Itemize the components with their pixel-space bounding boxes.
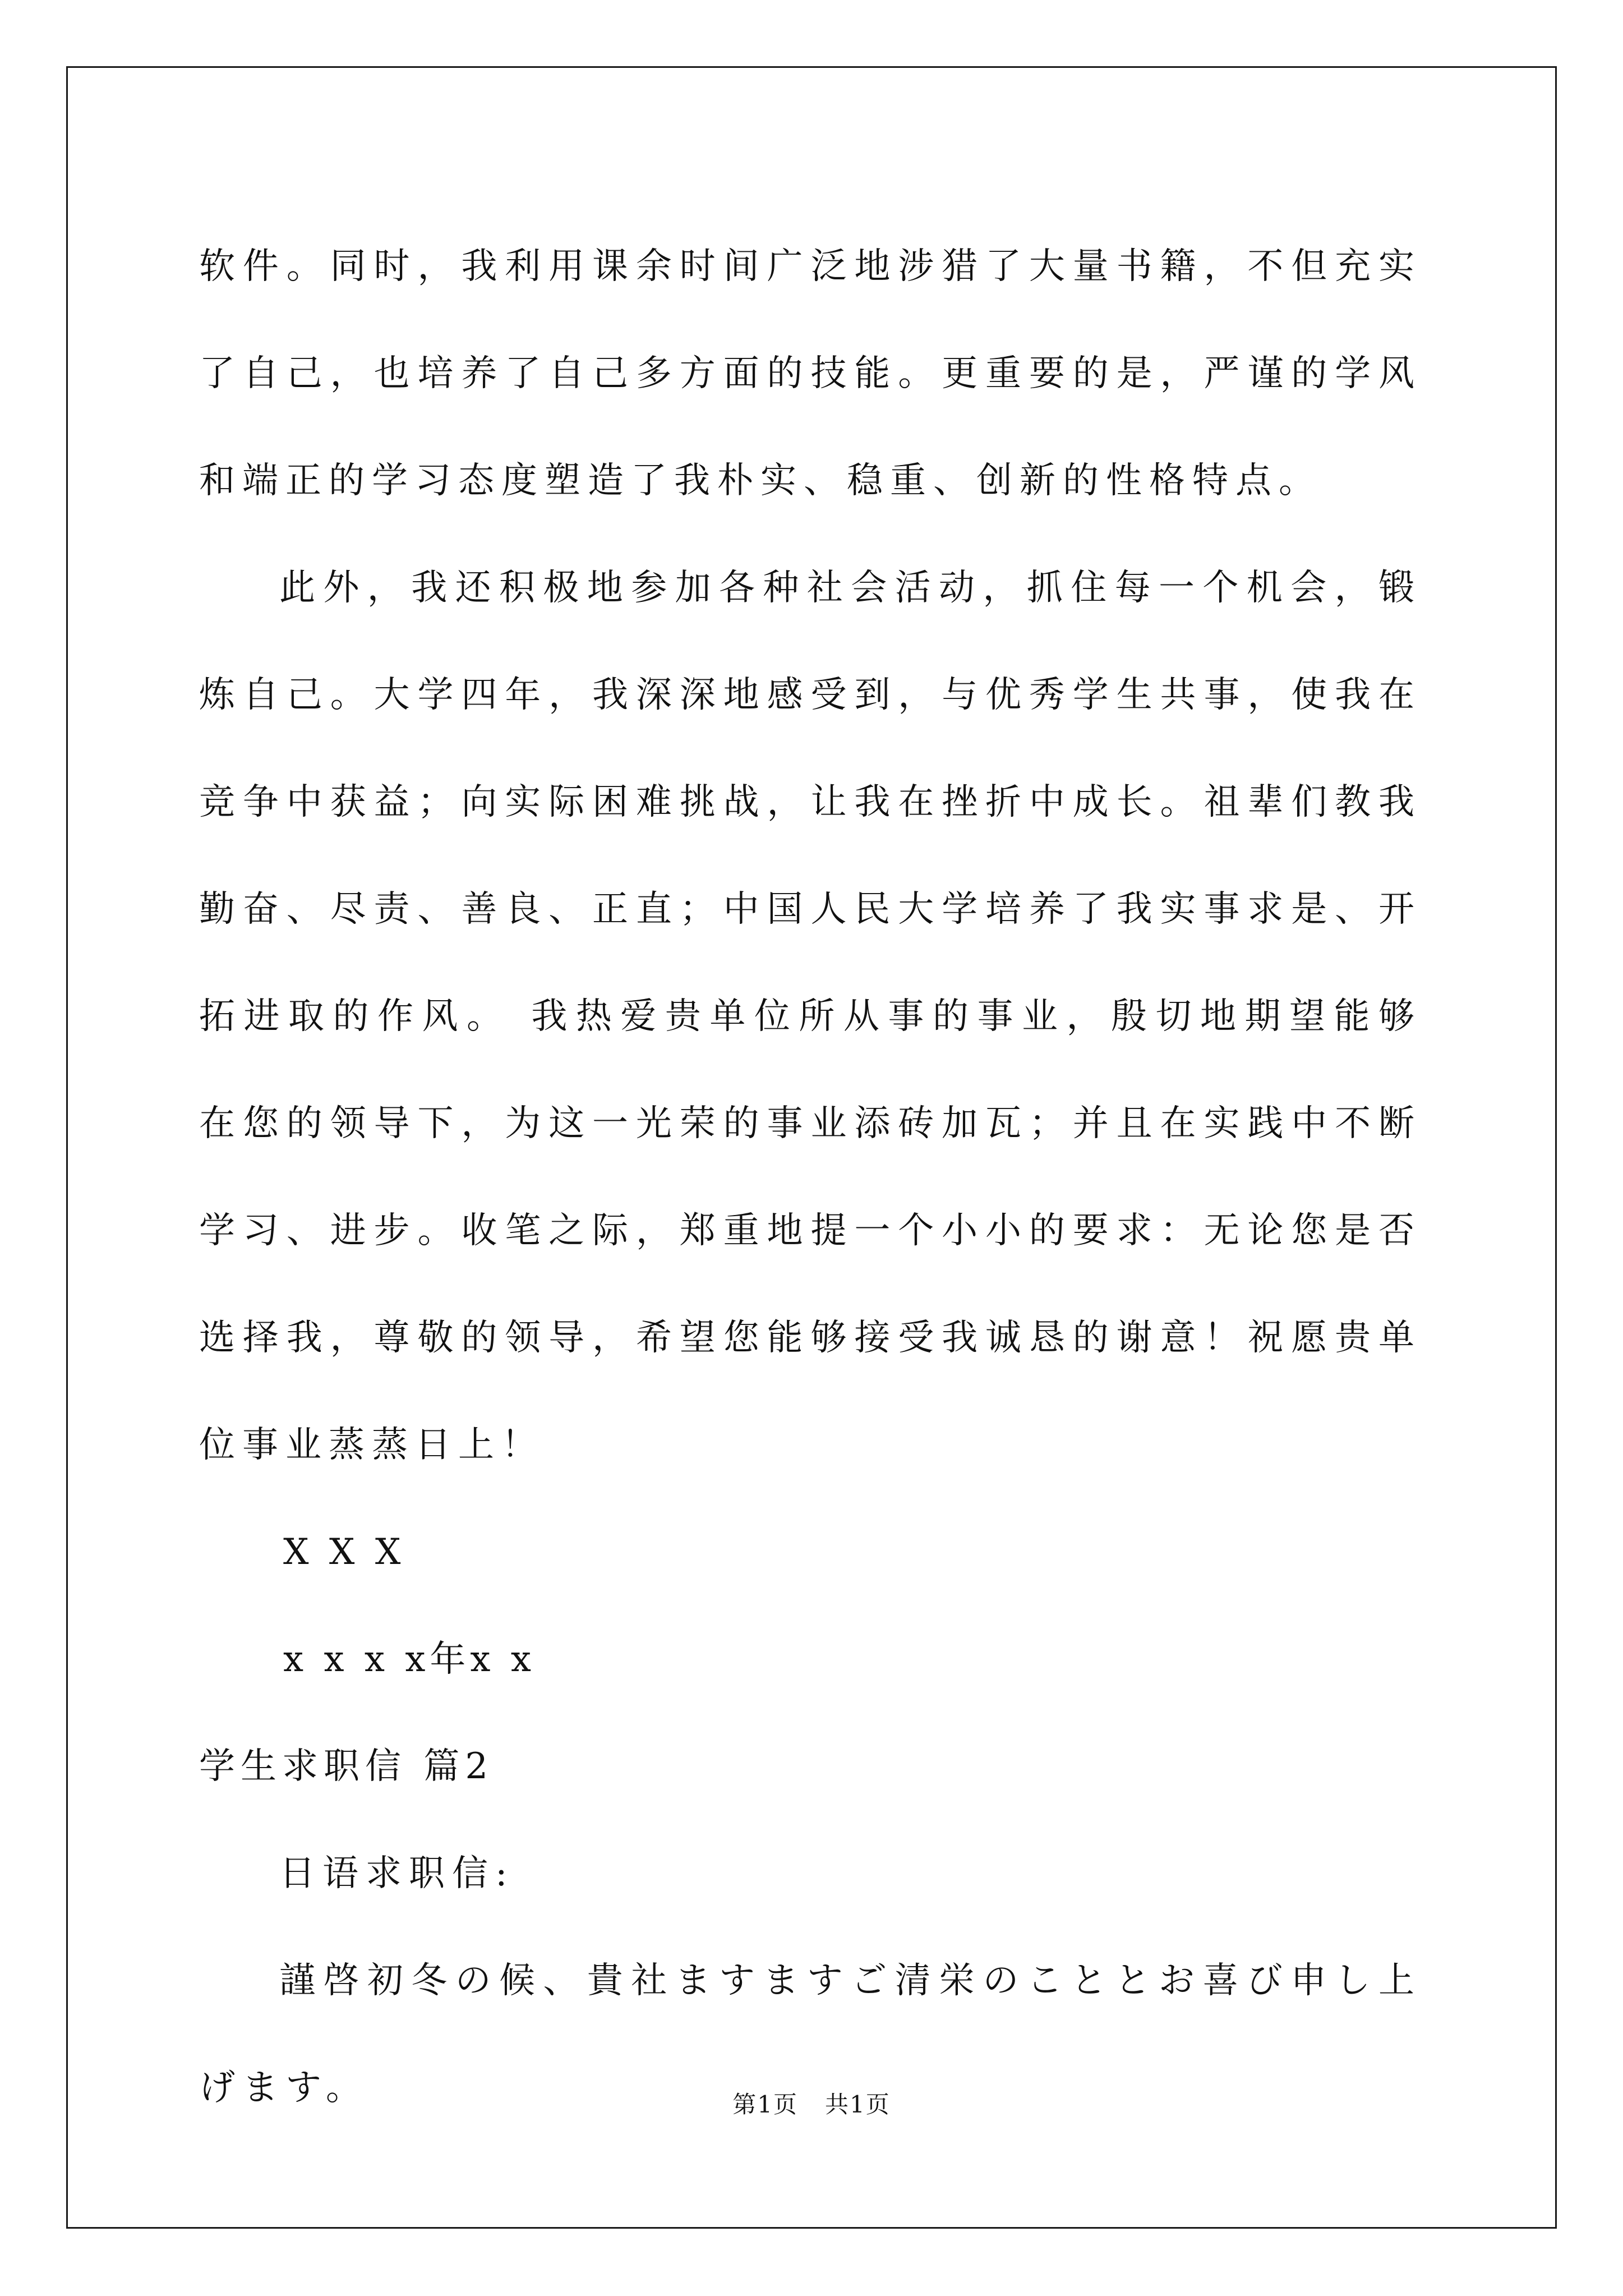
paragraph-continuation: 软件。同时，我利用课余时间广泛地涉猎了大量书籍，不但充实了自己，也培养了自己多方面的技能。更重要的是，严谨的学风和端正的学习态度塑造了我朴实、稳重、创新的性格特点。 xyxy=(199,246,1422,501)
document-body xyxy=(199,213,1422,2142)
signature-date: x x x x年x x xyxy=(283,1639,536,1680)
sub-heading: 日语求职信: xyxy=(279,1853,515,1894)
section-title: 学生求职信 篇2 xyxy=(199,1746,494,1787)
paragraph-activities: 此外，我还积极地参加各种社会活动，抓住每一个机会，锻炼自己。大学四年，我深深地感受到，与优秀学生共事，使我在竞争中获益；向实际困难挑战，让我在挫折中成长。祖辈们教我勤奋、尽责、善良、正直；中国人民大学培养了我实事求是、开拓进取的作风。 我热爱贵单位所从事的事业，殷切地期望能够在您的领导下，为这一光荣的事业添砖加瓦；并且在实践中不断学习、进步。收笔之际，郑重地提一个小小的要求：无论您是否选择我，尊敬的领导，希望您能够接受我诚恳的谢意！祝愿贵单位事业蒸蒸日上！ xyxy=(199,567,1422,1466)
page-number: 第1页 xyxy=(732,2091,798,2118)
signature-name: X X X xyxy=(283,1531,405,1573)
japanese-paragraph: 謹啓初冬の候、貴社ますますご清栄のこととお喜び申し上げます。 xyxy=(199,1960,1422,2109)
page-total: 共1页 xyxy=(825,2091,891,2118)
page-footer xyxy=(0,2088,1623,2122)
